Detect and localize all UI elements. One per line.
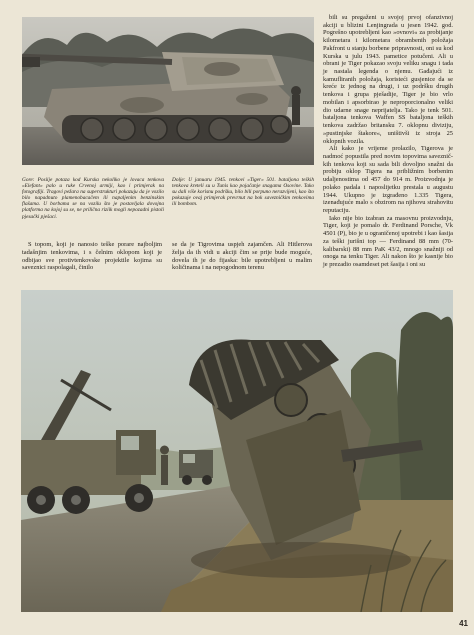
right-paragraph-1: bili su pregaženi u svojoj prvoj ofanzivnoj akciji u blizini Lenjingrada u jesen 1942. god. Pogrešno upotrebljeni kao »ovnovi« za probijanje kilometara i kilometara obrambenih položaja Pakfront u stanju borbene pripravnosti, oni su kod Kurska u julu 1943. pametice potučeni. Ali u obrani je Tiger pokazao svoju veliku snagu i tada je nastala legenda o njemu. Gađajući iz kamufliranih položaja, koristeći gusjenice da se kreće iz jednog na drugi, i uz podršku drugih tenkova i grupa pješadije, Tiger je bio vrlo mobilan i apsorbirao je neproporcionalno veliki dio udarne snage neprijatelja. Tako je tenk 501. bataljona tenkova Waffen SS bataljona teških tenkova zadržao britansku 7. oklopnu diviziju, »pustinjske štakore«, uništivši iz stroja 25 oklopnih vozila. <box>323 14 453 145</box>
article-text-bottom-left <box>22 241 162 272</box>
caption-bottom-text: Dolje: U januaru 1945. tenkovi »Tiger« 501. bataljona teških tenkova kreteli su u Tunis kao pojačanje snagama Osovine. Tako su dali više korisnu podršku, bilo bili porpuno nerazvijeni, kao što pokazuje ovaj primjerak prevrnut na bok savezničkim tenkovima ili bombom. <box>172 177 314 208</box>
photo-elefant-tank-destroyer <box>22 17 314 165</box>
article-text-right-column <box>323 14 453 269</box>
tiger-photo-illustration <box>21 290 453 612</box>
caption-top-text: Gore: Posiije potaza kod Kurska nekoliko je lovaca tenkova »Elefant« palo u ruke Crvenoj armiji, kao i primjerak na fotografiji. Tragovi pežara na superstrukturi pokazuju da je vozilo bilo napadnuto plamenobacačem ili napalјenim benzinskim flašama. U borbama se na vozilu što je postavljala dovoјna platforma na kojoj su se, ne prilična riziik mogli nepozadni pistoli pjesački pješaci. <box>22 177 164 220</box>
photo-overturned-tiger-tank <box>21 290 453 612</box>
page-number: 41 <box>459 619 468 628</box>
bottom-left-paragraph: S topom, koji je nanosio teške porare najboljim tadašnjim tenkovima, i s čelnim oklopom koji je odbijao sve protivtenkovske projektile kojima su saveznici raspolagali, činilo <box>22 241 162 272</box>
bottom-middle-paragraph: se da je Tigrovima uspjeh zajamčen. Ali Hitlerova želja da ih vidi u akciji čim se prije bude moguće, dovela ih je do fijaska: bile upotrebljeni u malim količinama i na nepogodnom terenu <box>172 241 312 272</box>
caption-top-photo <box>22 177 164 220</box>
right-paragraph-2: Ali kako je vrijeme prolazilo, Tigerova je nadmoć popustila pred novim topovima savezničkih tenkova koji su sada bili dovoljno snažni da probiju oklop Tigera na približnim borbenim udaljenostima od 457 do 914 m. Proizvodnja je polako padala i naposlijetku prestala u augustu 1944. Ukupno je izgrađeno 1.335 Tigera, izenađujuće malo s obzirom na njihovu strahovitu reputaciju. <box>323 145 453 214</box>
right-paragraph-3: Iako nije bio izabran za masovnu proizvodnju, Tiger, koji je pomalo dr. Ferdinand Porsche, Vk 4501 (P), bio je u ograničenoj upotrebi i kao šasija za teški jurišni top — Ferdinand 88 mm (70-kalibarski) 88 mm PaK 43/2, mnogo snažniji od onoga na tenku Tiger. Ali nakon što je kasnije bio je prezadio osamdeset pet šasija i oni su <box>323 214 453 268</box>
elefant-photo-illustration <box>22 17 314 165</box>
article-text-bottom-middle <box>172 241 312 272</box>
caption-bottom-photo <box>172 177 314 207</box>
